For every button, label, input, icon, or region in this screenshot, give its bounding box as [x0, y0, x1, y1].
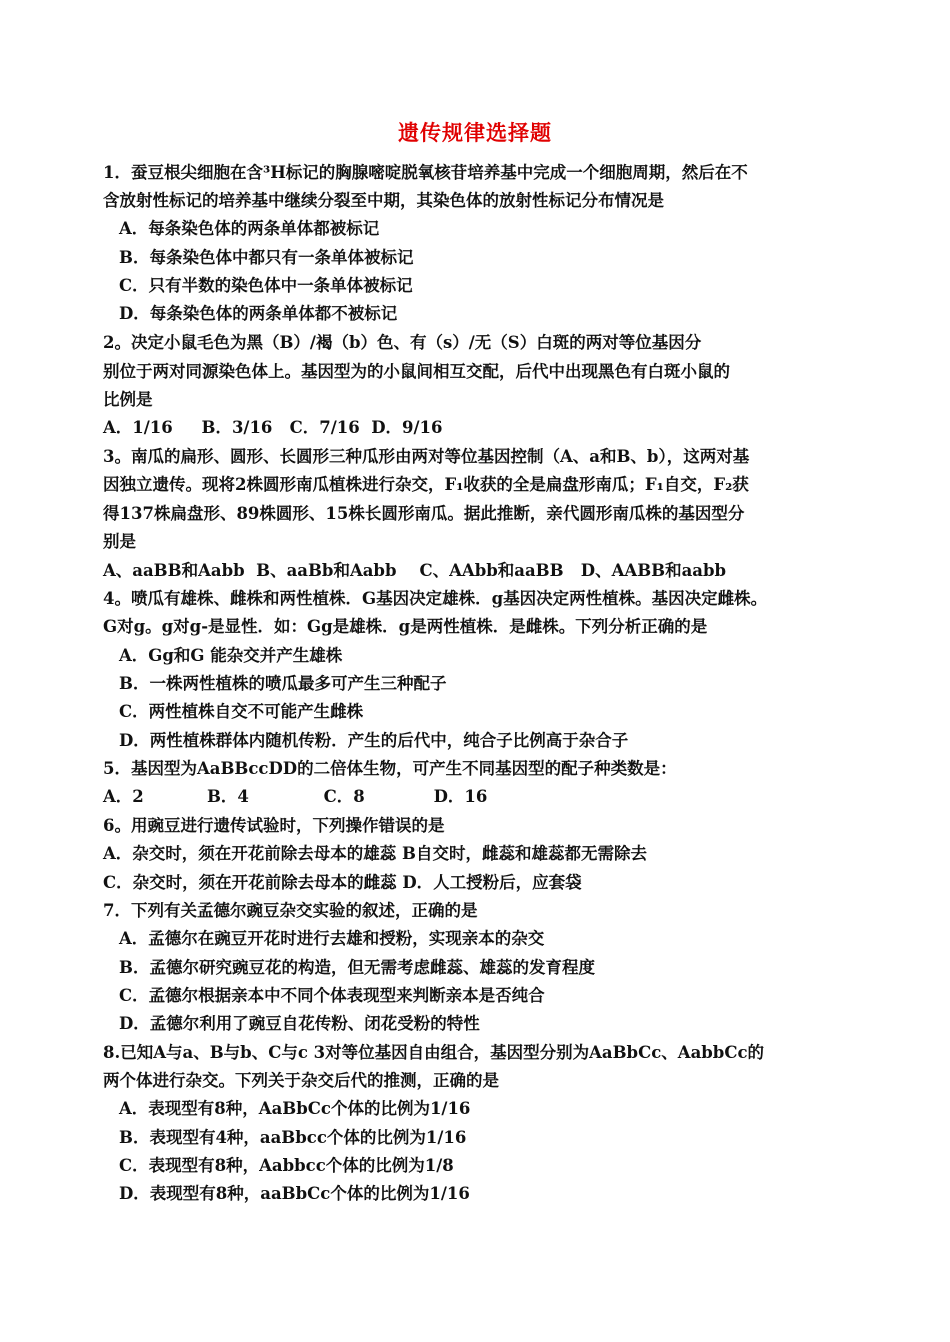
option-line: D．两性植株群体内随机传粉．产生的后代中，纯合子比例高于杂合子: [119, 731, 629, 750]
question-line: 2。决定小鼠毛色为黑（B）/褐（b）色、有（s）/无（S）白斑的两对等位基因分: [103, 333, 702, 352]
question-line: 8.已知A与a、B与b、C与c 3对等位基因自由组合，基因型分别为AaBbCc、AabbCc的: [103, 1043, 765, 1062]
option-line: A．Gg和G 能杂交并产生雄株: [119, 646, 343, 665]
option-line: A．孟德尔在豌豆开花时进行去雄和授粉，实现亲本的杂交: [119, 929, 545, 948]
question-line: 1．蚕豆根尖细胞在含³H标记的胸腺嘧啶脱氧核苷培养基中完成一个细胞周期，然后在不: [103, 163, 748, 182]
question-line: 两个体进行杂交。下列关于杂交后代的推测，正确的是: [103, 1071, 499, 1090]
option-line: C．孟德尔根据亲本中不同个体表现型来判断亲本是否纯合: [119, 986, 545, 1005]
option-line: D．表现型有8种，aaBbCc个体的比例为1/16: [119, 1184, 470, 1203]
question-line: 6。用豌豆进行遗传试验时，下列操作错误的是: [103, 816, 445, 835]
option-line: D．孟德尔利用了豌豆自花传粉、闭花受粉的特性: [119, 1014, 480, 1033]
option-line: A．表现型有8种，AaBbCc个体的比例为1/16: [119, 1099, 471, 1118]
question-line: 因独立遗传。现将2株圆形南瓜植株进行杂交，F₁收获的全是扁盘形南瓜；F₁自交，F₂获: [103, 475, 749, 494]
question-line: A、aaBB和Aabb B、aaBb和Aabb C、AAbb和aaBB D、AABB和aabb: [103, 561, 727, 580]
question-line: 3。南瓜的扁形、圆形、长圆形三种瓜形由两对等位基因控制（A、a和B、b），这两对基: [103, 447, 750, 466]
option-line: B．表现型有4种，aaBbcc个体的比例为1/16: [119, 1128, 467, 1147]
question-line: 4。喷瓜有雄株、雌株和两性植株．G基因决定雄株．g基因决定两性植株。基因决定雌株。: [103, 589, 768, 608]
question-line: A．2 B．4 C．8 D．16: [103, 787, 488, 806]
question-line: A．杂交时，须在开花前除去母本的雄蕊 B自交时，雌蕊和雄蕊都无需除去: [103, 844, 647, 863]
option-line: C．表现型有8种，Aabbcc个体的比例为1/8: [119, 1156, 454, 1175]
question-line: 别位于两对同源染色体上。基因型为的小鼠间相互交配，后代中出现黑色有白斑小鼠的: [103, 362, 730, 381]
question-line: A．1/16 B．3/16 C．7/16 D．9/16: [103, 418, 443, 437]
question-line: 别是: [103, 532, 136, 551]
question-line: 含放射性标记的培养基中继续分裂至中期，其染色体的放射性标记分布情况是: [103, 191, 664, 210]
option-line: B．一株两性植株的喷瓜最多可产生三种配子: [119, 674, 447, 693]
question-line: C．杂交时，须在开花前除去母本的雌蕊 D．人工授粉后，应套袋: [103, 873, 582, 892]
question-line: 比例是: [103, 390, 153, 409]
question-line: 得137株扁盘形、89株圆形、15株长圆形南瓜。据此推断，亲代圆形南瓜株的基因型分: [103, 504, 745, 523]
option-line: D．每条染色体的两条单体都不被标记: [119, 304, 398, 323]
option-line: B．每条染色体中都只有一条单体被标记: [119, 248, 414, 267]
document-title: 遗传规律选择题: [398, 120, 552, 145]
question-line: 5．基因型为AaBBccDD的二倍体生物，可产生不同基因型的配子种类数是：: [103, 759, 677, 778]
option-line: C．只有半数的染色体中一条单体被标记: [119, 276, 413, 295]
option-line: C．两性植株自交不可能产生雌株: [119, 702, 364, 721]
option-line: B．孟德尔研究豌豆花的构造，但无需考虑雌蕊、雄蕊的发育程度: [119, 958, 595, 977]
option-line: A．每条染色体的两条单体都被标记: [119, 219, 380, 238]
question-line: G对g。g对g-是显性．如：Gg是雄株．g是两性植株．是雌株。下列分析正确的是: [103, 617, 708, 636]
question-line: 7．下列有关孟德尔豌豆杂交实验的叙述，正确的是: [103, 901, 478, 920]
